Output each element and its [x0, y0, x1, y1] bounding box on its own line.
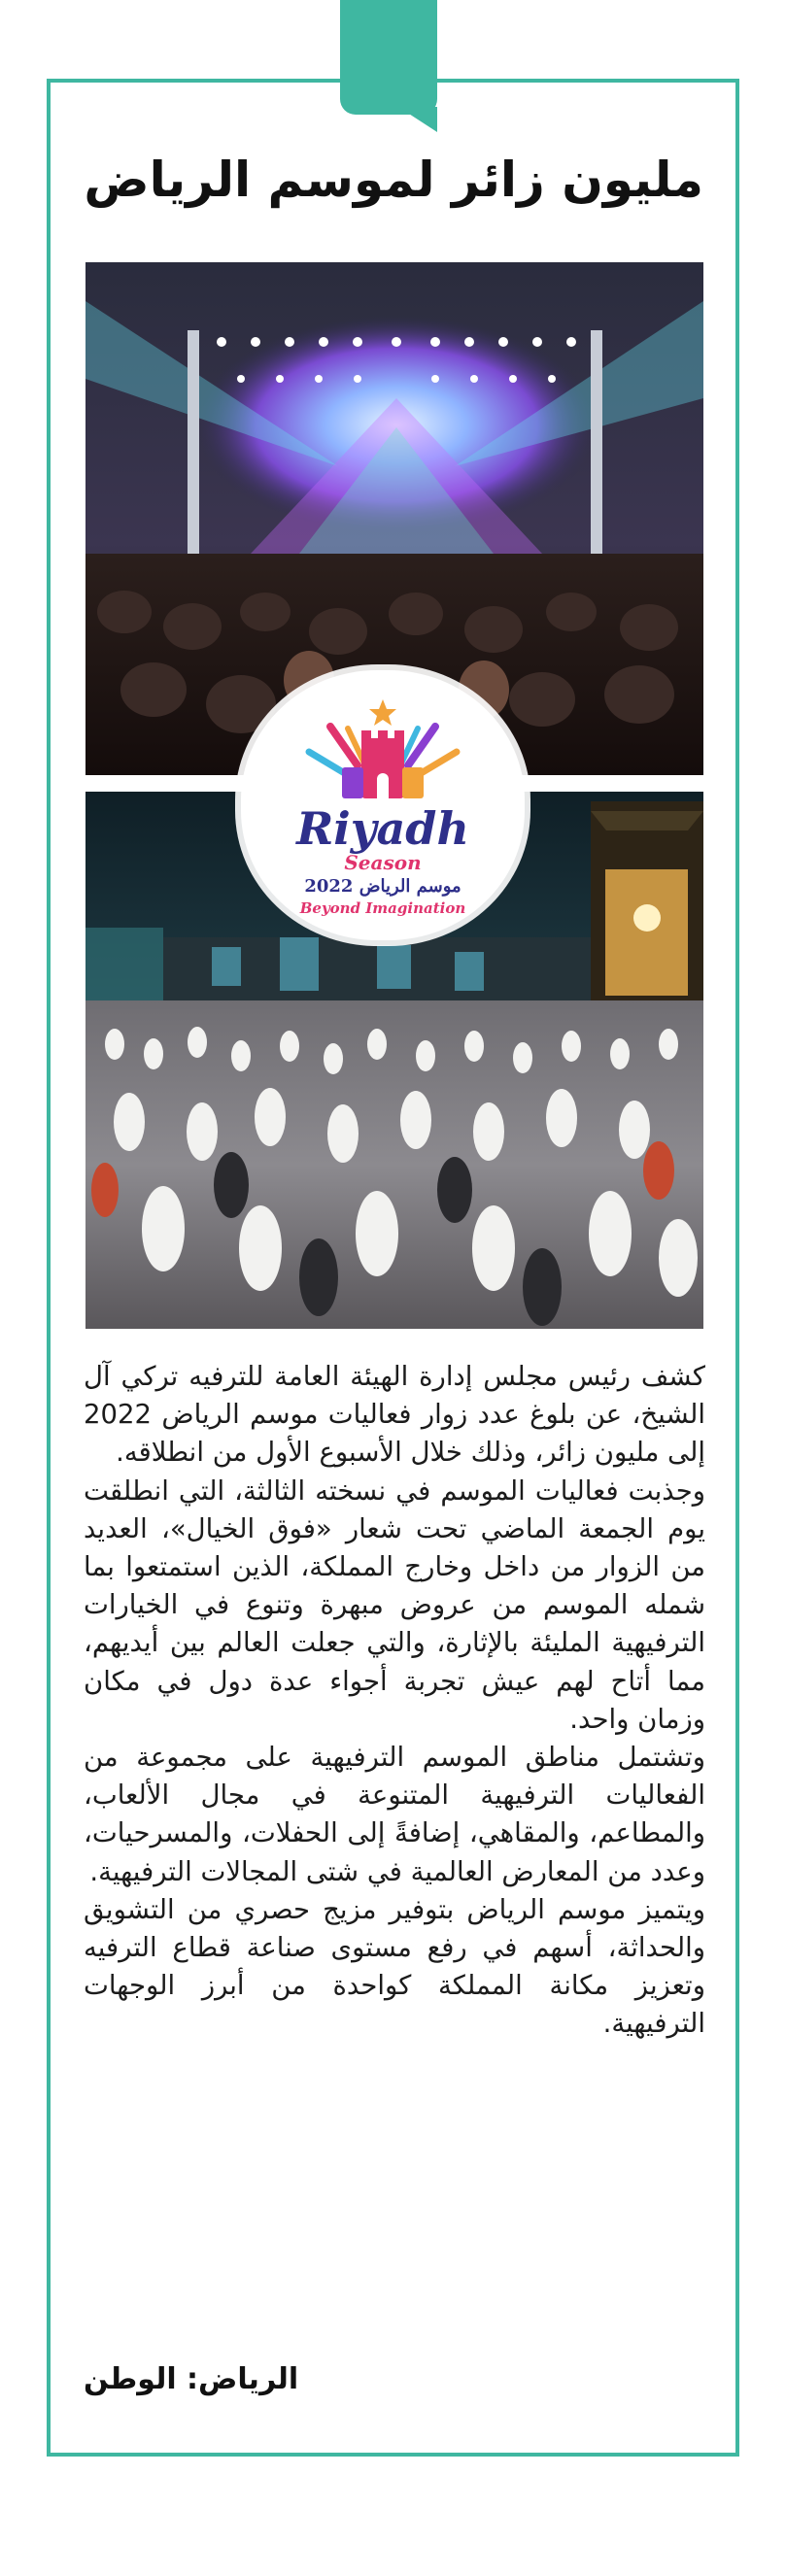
logo-wordmark-riyadh: Riyadh — [296, 802, 469, 855]
article-paragraph-4: ويتميز موسم الرياض بتوفير مزيج حصري من التشويق والحداثة، أسهم في رفع مستوى صناعة قطاع الترفيه وتعزيز مكانة المملكة كواحدة من أبرز الوجهات الترفيهية. — [84, 1893, 705, 2040]
byline: الرياض: الوطن — [84, 2362, 299, 2396]
headline: مليون زائر لموسم الرياض — [84, 152, 703, 208]
logo-wordmark-arabic: موسم الرياض 2022 — [304, 876, 461, 897]
article-paragraph-3: وتشتمل مناطق الموسم الترفيهية على مجموعة من الفعاليات الترفيهية المتنوعة في مجال الألعاب، والمطاعم، والمقاهي، إضافةً إلى الحفلات، والمسرحيات، وعدد من المعارض العالمية في شتى المجالات الترفيهية. — [84, 1742, 705, 1887]
article-paragraph-1: كشف رئيس مجلس إدارة الهيئة العامة للترفيه تركي آل الشيخ، عن بلوغ عدد زوار فعاليات موسم الرياض 2022 إلى مليون زائر، وذلك خلال الأسبوع الأول من انطلاقه. — [84, 1361, 705, 1469]
logo-tagline: Beyond Imagination — [299, 899, 466, 917]
article-body — [84, 1358, 705, 2044]
logo-wordmark-season: Season — [344, 851, 422, 874]
article-paragraph-2: وجذبت فعاليات الموسم في نسخته الثالثة، التي انطلقت يوم الجمعة الماضي تحت شعار «فوق الخيال»، العديد من الزوار من داخل وخارج المملكة، الذين استمتعوا بما شمله الموسم من عروض مبهرة وتنوع في الخيارات الترفيهية المليئة بالإثارة، والتي جعلت العالم بين أيديهم، مما أتاح لهم عيش تجربة أجواء عدة دول في مكان وزمان واحد. — [84, 1474, 705, 1735]
riyadh-season-logo — [241, 670, 525, 940]
